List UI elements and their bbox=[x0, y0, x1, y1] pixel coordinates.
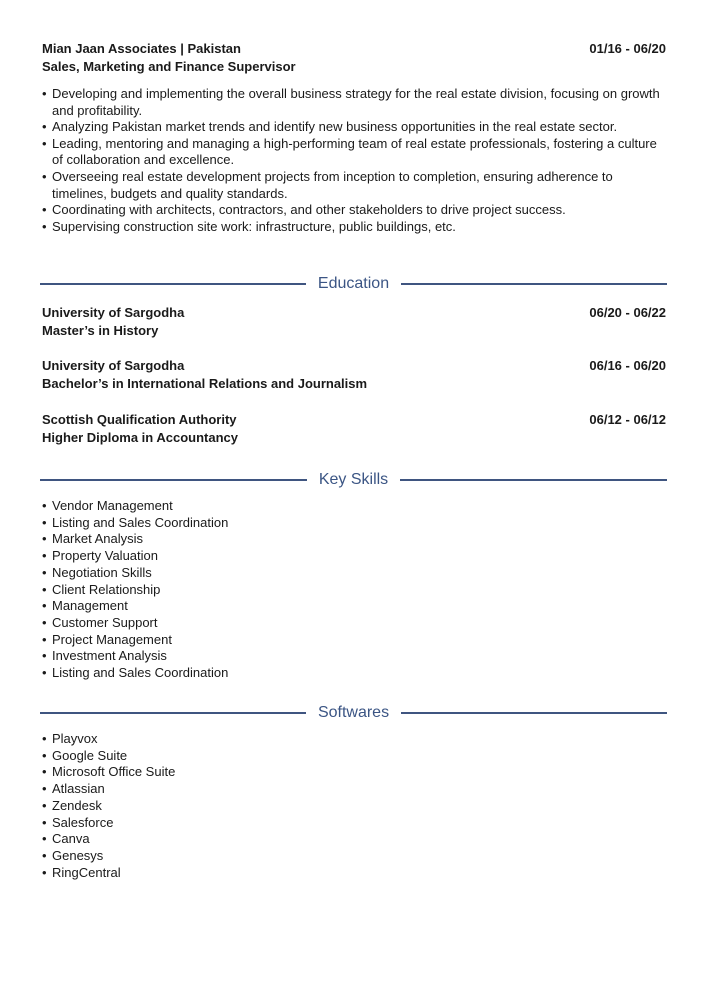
experience-bullet: • Leading, mentoring and managing a high-performing team of real estate professionals, fostering a culture of collaboration and excellence. bbox=[42, 136, 668, 169]
education-entry bbox=[42, 357, 666, 393]
skill-item: • Client Relationship bbox=[42, 582, 442, 599]
software-item: • Playvox bbox=[42, 731, 442, 748]
education-header-row bbox=[42, 304, 666, 322]
experience-dates: 01/16 - 06/20 bbox=[589, 41, 666, 56]
skill-item: • Market Analysis bbox=[42, 531, 442, 548]
experience-header-row bbox=[42, 40, 666, 58]
skill-item: • Listing and Sales Coordination bbox=[42, 665, 442, 682]
skills-list bbox=[42, 498, 442, 682]
skills-heading: Key Skills bbox=[318, 471, 389, 488]
section-divider bbox=[400, 479, 667, 481]
skill-item: • Management bbox=[42, 598, 442, 615]
skill-item: • Listing and Sales Coordination bbox=[42, 515, 442, 532]
experience-entry bbox=[42, 40, 666, 76]
software-item: • RingCentral bbox=[42, 865, 442, 882]
education-dates: 06/20 - 06/22 bbox=[589, 305, 666, 320]
software-item: • Google Suite bbox=[42, 748, 442, 765]
section-divider bbox=[40, 479, 307, 481]
education-degree: Higher Diploma in Accountancy bbox=[42, 430, 238, 445]
software-item: • Atlassian bbox=[42, 781, 442, 798]
experience-bullet: • Coordinating with architects, contractors, and other stakeholders to drive project success. bbox=[42, 202, 668, 219]
softwares-section-header bbox=[40, 702, 667, 724]
skill-item: • Negotiation Skills bbox=[42, 565, 442, 582]
education-school: University of Sargodha bbox=[42, 305, 185, 320]
experience-role-row bbox=[42, 58, 666, 76]
education-header-row bbox=[42, 411, 666, 429]
education-degree-row bbox=[42, 429, 666, 447]
experience-company: Mian Jaan Associates | Pakistan bbox=[42, 41, 241, 56]
education-school: University of Sargodha bbox=[42, 358, 185, 373]
experience-bullet: • Supervising construction site work: infrastructure, public buildings, etc. bbox=[42, 219, 668, 236]
experience-role: Sales, Marketing and Finance Supervisor bbox=[42, 59, 296, 74]
education-degree: Bachelor’s in International Relations and Journalism bbox=[42, 376, 368, 391]
skill-item: • Project Management bbox=[42, 632, 442, 649]
education-entry bbox=[42, 411, 666, 447]
software-item: • Canva bbox=[42, 831, 442, 848]
education-degree: Master’s in History bbox=[42, 323, 159, 338]
section-divider bbox=[40, 283, 306, 285]
experience-bullet: • Developing and implementing the overall business strategy for the real estate division, focusing on growth and profitability. bbox=[42, 86, 668, 119]
section-divider bbox=[401, 283, 667, 285]
education-dates: 06/16 - 06/20 bbox=[589, 358, 666, 373]
section-divider bbox=[40, 712, 306, 714]
experience-bullet: • Overseeing real estate development projects from inception to completion, ensuring adherence to timelines, budgets and quality standards. bbox=[42, 169, 668, 202]
skill-item: • Vendor Management bbox=[42, 498, 442, 515]
software-item: • Zendesk bbox=[42, 798, 442, 815]
softwares-heading: Softwares bbox=[317, 704, 390, 721]
education-degree-row bbox=[42, 322, 666, 340]
section-divider bbox=[401, 712, 667, 714]
education-school: Scottish Qualification Authority bbox=[42, 412, 237, 427]
education-entry bbox=[42, 304, 666, 340]
education-heading: Education bbox=[317, 275, 390, 292]
education-section-header bbox=[40, 273, 667, 295]
education-dates: 06/12 - 06/12 bbox=[589, 412, 666, 427]
software-item: • Salesforce bbox=[42, 815, 442, 832]
education-header-row bbox=[42, 357, 666, 375]
experience-bullets bbox=[42, 86, 668, 235]
software-item: • Genesys bbox=[42, 848, 442, 865]
skill-item: • Property Valuation bbox=[42, 548, 442, 565]
experience-bullet: • Analyzing Pakistan market trends and identify new business opportunities in the real estate sector. bbox=[42, 119, 668, 136]
software-item: • Microsoft Office Suite bbox=[42, 764, 442, 781]
softwares-list bbox=[42, 731, 442, 881]
skill-item: • Customer Support bbox=[42, 615, 442, 632]
skill-item: • Investment Analysis bbox=[42, 648, 442, 665]
education-degree-row bbox=[42, 375, 666, 393]
skills-section-header bbox=[40, 469, 667, 491]
